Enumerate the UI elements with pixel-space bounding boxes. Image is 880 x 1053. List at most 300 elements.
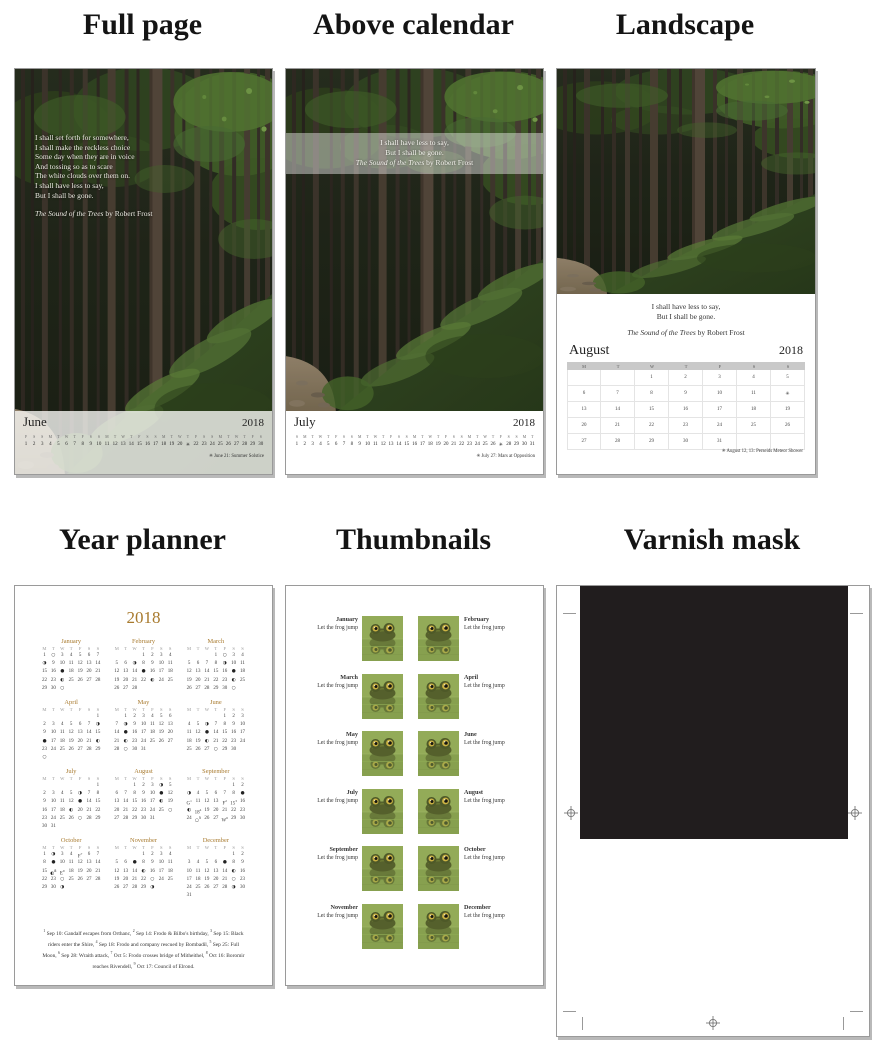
day-number: 7 (73, 442, 76, 447)
weekday-header: S (232, 845, 235, 851)
day-cell: 1 (142, 852, 145, 858)
section-title-year-planner: Year planner (59, 523, 226, 556)
day-cell: 25 (240, 677, 246, 683)
day-cell: 23 (240, 876, 246, 882)
thumbnail-row (286, 789, 543, 834)
day-cell: 16 (231, 730, 237, 736)
day-cell: 8 (142, 860, 145, 866)
day-cell: 2 (133, 713, 136, 719)
day-number: 30 (258, 442, 264, 447)
mini-month-grid (185, 707, 247, 753)
weekday-header: T (142, 646, 145, 651)
weekday-header: S (232, 646, 235, 651)
day-cell: 18 (195, 876, 201, 882)
thumb-label-may (286, 731, 362, 747)
day-cell: 7 (96, 852, 100, 858)
weekday-letter: T (421, 435, 424, 439)
day-cell: 24 (186, 884, 192, 890)
section-title-full-page: Full page (82, 8, 203, 41)
day-cell: 16 (132, 730, 138, 736)
day-cell: 27 (204, 746, 210, 752)
day-cell: 5 (196, 722, 200, 728)
day-cell: 1 (43, 653, 46, 658)
weekday-letter: M (105, 435, 109, 439)
mini-month-name: May (137, 698, 150, 706)
weekday-letter: T (436, 435, 440, 439)
day-cell: 10 (59, 860, 65, 866)
special-day-cell: ◐ (141, 868, 146, 874)
special-day-cell: ◑ (78, 791, 83, 797)
mini-month-may (112, 699, 174, 761)
day-cell: 11 (167, 661, 173, 667)
weekday-letter: T (73, 435, 76, 439)
day-cell: 25 (68, 876, 74, 882)
day-cell: 14 (222, 868, 228, 874)
day-cell: 5 (160, 713, 163, 719)
day-cell: 1 (43, 852, 46, 858)
thumb-month-name: December (464, 903, 491, 911)
special-day-cell: $F^2$ (222, 799, 227, 808)
day-cell: 7 (223, 791, 226, 797)
weekday-header: T (124, 776, 128, 782)
day-number: 11 (104, 442, 110, 447)
weekday-letter: T (57, 435, 60, 439)
day-cell: 20 (77, 807, 83, 813)
weekday-header: T (69, 706, 73, 712)
weekday-header: S (96, 646, 100, 651)
weekday-header: W (60, 646, 65, 651)
mini-month-grid (40, 646, 102, 692)
text-line: And tossing so as to scare (35, 161, 113, 171)
special-day-cell: ○ (231, 876, 236, 882)
day-cell: 16 (669, 402, 703, 418)
mini-month-name: November (130, 837, 157, 845)
thumb-label-april (459, 674, 540, 690)
day-number: 23 (201, 442, 207, 447)
astro-footnote: ✳ June 21: Summer Solstice (208, 454, 264, 459)
day-cell: 15 (41, 868, 47, 874)
day-cell: 1 (96, 783, 100, 789)
mini-month-september (185, 768, 247, 830)
empty-cell (185, 782, 194, 789)
frog-photo-thumbnail (418, 731, 459, 776)
weekday-header: M (114, 845, 119, 851)
day-cell: 23 (50, 876, 56, 882)
day-cell: 26 (195, 746, 201, 752)
empty-cell (185, 713, 194, 720)
day-cell: 8 (635, 386, 669, 402)
weekday-letter: S (507, 435, 510, 439)
day-cell: 20 (213, 876, 219, 882)
weekday-header: F (151, 845, 154, 851)
day-cell: 27 (86, 876, 92, 882)
day-cell: 21 (213, 738, 219, 744)
weekday-header: S (87, 646, 91, 651)
day-cell: 4 (737, 370, 771, 386)
month-strip-june (15, 411, 272, 474)
empty-cell (130, 851, 139, 858)
day-cell: 27 (567, 434, 601, 450)
weekday-letter: T (130, 435, 133, 439)
day-cell: 9 (241, 860, 244, 866)
weekday-header: M (187, 776, 192, 782)
poem-attribution (35, 209, 152, 219)
day-cell: 6 (214, 860, 218, 866)
special-day-cell: ○ (78, 815, 83, 821)
weekday-letter: S (154, 435, 157, 439)
day-number: 27 (233, 442, 239, 447)
day-cell: 29 (140, 884, 146, 890)
day-cell: 7 (115, 722, 119, 728)
day-cell: 12 (204, 799, 210, 805)
weekday-header: W (204, 646, 210, 651)
weekday-letter: S (97, 435, 100, 439)
day-cell: 9 (232, 722, 235, 728)
day-cell: 11 (737, 386, 771, 402)
text-line: But I shall be gone. (35, 190, 94, 200)
thumb-caption: Let the frog jump (317, 682, 358, 689)
crop-mark-bottom-left (563, 1011, 576, 1012)
day-cell: 30 (669, 434, 703, 450)
weekday-letter: F (335, 435, 338, 439)
day-cell: 28 (132, 685, 138, 691)
weekday-header: T (196, 646, 200, 651)
special-day-cell: ● (42, 738, 47, 744)
day-cell: 3 (142, 713, 145, 719)
day-cell: 24 (149, 807, 155, 813)
thumb-month-name: September (329, 846, 358, 853)
poem-text (35, 133, 152, 219)
weekday-header: S (168, 776, 172, 782)
thumb-label-june (459, 731, 540, 747)
day-cell: 21 (95, 669, 101, 675)
thumbnail-row (286, 731, 543, 776)
empty-cell (76, 782, 85, 789)
special-day-cell: ◐ (60, 677, 65, 683)
day-cell: 15 (41, 669, 47, 675)
month-grid (567, 370, 805, 450)
text-line: The white clouds over them on. (35, 171, 130, 181)
weekday-header: T (51, 706, 55, 712)
astro-footnote: ✳ July 27: Mars at Opposition (476, 454, 535, 459)
day-cell: 26 (68, 815, 74, 821)
day-cell: 15 (635, 402, 669, 418)
empty-cell (40, 782, 49, 789)
weekday-header: T (214, 706, 218, 712)
special-day-cell: ◑ (204, 722, 209, 728)
day-cell: 8 (43, 860, 46, 866)
day-cell: 10 (149, 791, 155, 797)
special-day-cell: ◐ (159, 799, 164, 805)
thumb-label-july (286, 789, 362, 805)
day-cell: 19 (204, 876, 210, 882)
mini-month-name: January (61, 638, 82, 645)
preview-full-page[interactable] (14, 68, 273, 475)
day-cell: 3 (52, 722, 55, 728)
day-cell: 16 (149, 868, 155, 874)
day-cell: 24 (186, 815, 192, 821)
weekday-letter: S (211, 435, 214, 439)
day-cell: 30 (222, 685, 228, 691)
day-cell: 29 (222, 746, 228, 752)
weekday-letter: T (227, 435, 230, 439)
special-day-cell: ○ (168, 807, 173, 813)
preview-landscape[interactable] (556, 68, 816, 475)
day-number: 12 (112, 442, 118, 447)
day-cell: 19 (186, 677, 192, 683)
day-cell: 1 (96, 713, 100, 719)
day-cell: 1 (232, 852, 235, 858)
day-cell: 22 (41, 876, 47, 882)
weekday-header: F (78, 706, 82, 712)
special-day-cell: ● (123, 730, 128, 736)
day-cell: 24 (50, 746, 56, 752)
weekday-header: F (78, 646, 82, 651)
weekday-letter: S (515, 435, 518, 439)
weekday-letter: T (491, 435, 495, 439)
weekday-header: M (42, 706, 47, 712)
preview-year-planner[interactable] (14, 585, 273, 986)
weekday-letter: T (531, 435, 534, 439)
day-cell: 25 (186, 746, 192, 752)
day-number: 26 (225, 442, 231, 447)
day-cell: 22 (140, 876, 146, 882)
weekday-letter: S (295, 435, 298, 439)
weekday-letter: W (428, 435, 433, 439)
month-table-august (567, 362, 805, 450)
day-cell: 29 (635, 434, 669, 450)
day-cell: 6 (78, 722, 82, 728)
day-cell: 31 (703, 434, 737, 450)
day-cell: 10 (186, 868, 192, 874)
special-day-cell: ● (231, 669, 236, 675)
day-number: 1 (295, 442, 299, 447)
empty-cell (194, 652, 203, 659)
mini-month-grid (112, 776, 174, 822)
thumb-month-name: February (464, 616, 490, 623)
day-cell: 13 (167, 722, 173, 728)
day-cell: 24 (158, 876, 164, 882)
day-number: 15 (404, 442, 410, 447)
day-cell: 7 (124, 791, 127, 797)
thumb-month-name: June (464, 731, 477, 738)
weekday-header: W (204, 776, 210, 782)
preview-thumbnails[interactable] (285, 585, 544, 986)
weekday-letter: W (373, 435, 378, 439)
day-number: 6 (65, 442, 68, 447)
day-cell: 22 (635, 418, 669, 434)
day-cell: 26 (204, 884, 210, 890)
quote-lines (557, 302, 815, 322)
weekday-header: T (196, 845, 200, 851)
day-cell: 13 (86, 661, 92, 667)
day-cell: 23 (140, 807, 146, 813)
poem-lines (35, 133, 152, 200)
poem-author: by Robert Frost (695, 328, 745, 337)
day-cell: 5 (205, 791, 209, 797)
mini-month-grid (112, 646, 174, 692)
day-numbers-row (293, 442, 536, 448)
day-cell: 21 (222, 807, 228, 813)
day-cell: 16 (149, 669, 155, 675)
day-cell: 16 (41, 807, 47, 813)
weekday-letter: T (311, 435, 314, 439)
day-cell: 28 (222, 884, 228, 890)
empty-cell (76, 713, 85, 720)
day-cell: 14 (86, 730, 92, 736)
weekday-header: W (60, 706, 65, 712)
day-cell: 14 (86, 799, 92, 805)
day-number: 22 (459, 442, 465, 447)
day-cell: 12 (186, 669, 192, 675)
preview-varnish-mask[interactable] (556, 585, 870, 1037)
planner-months-grid (40, 638, 247, 899)
weekday-letter: F (194, 435, 198, 439)
thumbnail-rows (286, 616, 543, 949)
day-cell: 21 (222, 876, 228, 882)
day-cell: 21 (601, 418, 635, 434)
mini-month-name: October (60, 837, 82, 845)
day-cell: 9 (133, 722, 136, 728)
day-cell: 4 (196, 791, 200, 797)
day-cell: 19 (158, 730, 164, 736)
day-number: 19 (435, 442, 441, 447)
day-cell: 10 (231, 661, 237, 667)
day-cell: 25 (167, 876, 173, 882)
day-cell: 8 (96, 791, 100, 797)
day-cell: 28 (86, 815, 92, 821)
weekday-header: M (42, 646, 47, 651)
thumb-month-name: October (464, 846, 486, 853)
day-cell: 18 (68, 868, 74, 874)
day-cell: 3 (61, 852, 64, 858)
special-day-cell: ◑ (150, 884, 155, 890)
empty-cell (202, 713, 211, 720)
day-cell: 17 (158, 669, 164, 675)
weekday-letters-row (293, 435, 536, 439)
day-cell: 22 (132, 807, 138, 813)
weekday-header: T (124, 646, 128, 651)
special-day-cell: ○ (222, 653, 227, 658)
weekday-header: T (214, 776, 218, 782)
quote-attribution (557, 328, 815, 337)
weekday-letter: M (357, 435, 362, 439)
weekday-header: F (151, 706, 154, 712)
day-cell: 28 (132, 884, 138, 890)
empty-cell (220, 782, 229, 789)
day-cell: 14 (204, 669, 210, 675)
special-day-cell: ○ (231, 685, 236, 691)
weekday-letter: T (243, 435, 246, 439)
day-cell: 28 (95, 876, 101, 882)
special-day-cell: ○ (51, 653, 56, 658)
section-title-varnish-mask: Varnish mask (623, 523, 801, 556)
weekday-header: T (214, 845, 218, 851)
day-cell: 8 (142, 661, 145, 667)
weekday-header: T (214, 646, 218, 651)
day-cell: 27 (77, 746, 83, 752)
empty-cell (220, 851, 229, 858)
day-cell: 28 (123, 815, 129, 821)
frog-photo-thumbnail (418, 616, 459, 661)
day-number: 5 (57, 442, 60, 447)
preview-above-calendar[interactable] (285, 68, 544, 475)
weekday-header: F (718, 363, 722, 369)
day-cell: 14 (123, 799, 129, 805)
thumb-month-name: April (464, 673, 479, 681)
day-cell: 16 (140, 799, 146, 805)
weekday-letter: W (234, 435, 239, 439)
special-day-cell: ◐ (187, 807, 192, 813)
day-cell: 3 (241, 713, 244, 719)
day-cell: 30 (240, 884, 246, 890)
day-cell: 17 (158, 868, 164, 874)
thumb-caption: Let the frog jump (464, 797, 505, 804)
day-cell: 9 (669, 386, 703, 402)
weekday-header: T (69, 776, 73, 782)
day-cell: 30 (140, 815, 146, 821)
day-cell: 27 (123, 884, 129, 890)
day-cell: 31 (50, 824, 56, 829)
special-day-cell: ◐ (231, 677, 236, 683)
day-cell: 20 (213, 807, 219, 813)
weekday-letter: M (467, 435, 472, 439)
day-number: 12 (380, 442, 386, 447)
special-day-cell: ○ (123, 746, 128, 752)
special-day-cell: ◑ (231, 884, 236, 890)
day-cell: 12 (158, 722, 164, 728)
empty-cell (185, 851, 194, 858)
weekday-header: F (223, 646, 226, 651)
day-cell: 18 (240, 669, 246, 675)
section-title-above-calendar: Above calendar (313, 8, 514, 41)
day-cell: 12 (77, 661, 83, 667)
frog-photo-thumbnail (362, 616, 403, 661)
crop-mark-top-right (850, 613, 863, 614)
day-cell: 23 (132, 738, 138, 744)
day-cell: 2 (232, 713, 235, 719)
day-cell: 15 (213, 669, 219, 675)
day-number: 3 (311, 442, 314, 447)
mini-month-august (112, 768, 174, 830)
special-day-cell: ○$^5$ (194, 815, 202, 824)
special-day-cell: ○ (150, 876, 155, 882)
day-cell: 10 (158, 860, 164, 866)
weekday-letter: W (483, 435, 487, 439)
day-number: 11 (372, 442, 378, 447)
weekday-header: T (51, 845, 55, 851)
day-cell: 19 (771, 402, 805, 418)
weekday-header: S (168, 646, 172, 651)
weekday-header: M (187, 646, 192, 651)
day-cell: 19 (77, 669, 83, 675)
day-cell: 11 (68, 661, 74, 667)
weekday-header: T (124, 706, 128, 712)
day-cell: 22 (95, 807, 101, 813)
text-line: I shall have less to say, (35, 180, 104, 190)
day-number: 9 (89, 442, 93, 447)
day-cell: 10 (158, 661, 164, 667)
day-cell: 7 (601, 386, 635, 402)
day-cell: 19 (167, 799, 173, 805)
empty-cell (202, 851, 211, 858)
day-cell: 4 (241, 653, 244, 658)
event-day-marker: ✳ (498, 443, 503, 448)
mini-month-grid (40, 845, 102, 891)
weekday-letter: S (33, 435, 36, 439)
day-cell: 17 (240, 730, 246, 736)
day-number: 21 (451, 442, 457, 447)
